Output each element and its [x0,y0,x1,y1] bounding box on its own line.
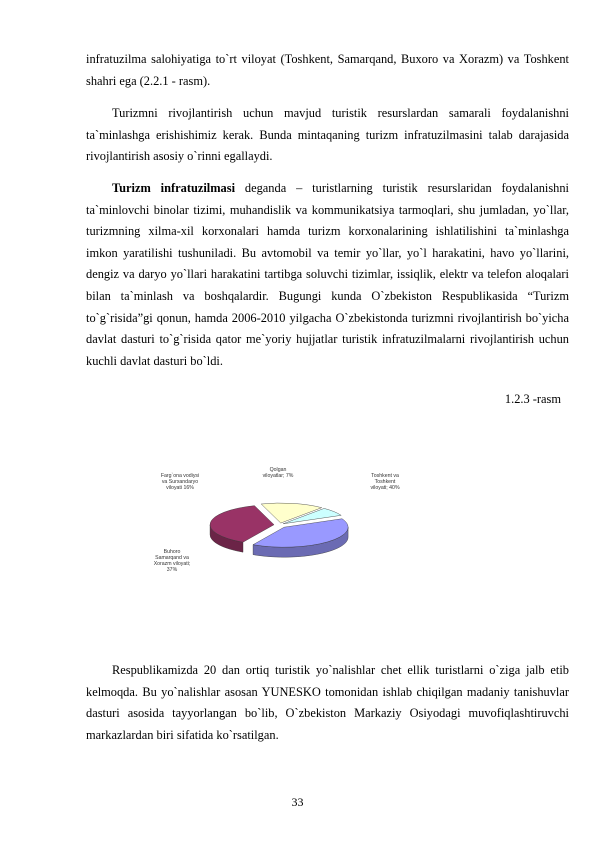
pie-data-label-3: Qolgan viloyatlar; 7% [262,467,294,479]
paragraph-3: Turizm infratuzilmasi deganda – turistlarning turistik resurslaridan foydalanishni ta`minlovchi binolar tizimi, muhandislik va kommunikatsiya tarmoqlari, shu jumladan, yo`llar, turizmning xilma-xil korxonalari hamda turizm korxonalarining ishlatilishini ta`minlashga imkon yaratilishi tushuniladi. Bu avtomobil va temir yo`llar, yo`l harakatini, havo yo`llarini, dengiz va daryo yo`llari harakatini tartibga soluvchi tizimlar, issiqlik, elektr va telefon aloqalari bilan ta`minlash va boshqalardir. Bugungi kunda O`zbekiston Respublikasida “Turizm to`g`risida”gi qonun, hamda 2006-2010 yilgacha O`zbekistonda turizmni rivojlantirish bo`yicha davlat dasturi to`g`risida qator me`yoriy hujjatlar turistik infratuzilmalarni rivojlantirish uchun kuchli davlat dasturi bo`ldi. [86,181,569,368]
page-number: 33 [291,795,304,809]
pie-chart [150,463,410,583]
figure-caption: 1.2.3 -rasm [504,392,561,406]
paragraph-2: Turizmni rivojlantirish uchun mavjud turistik resurslardan samarali foydalanishni ta`minlashga erishishimiz kerak. Bunda mintaqaning turizm infratuzilmasini talab darajasida rivojlantirish asosiy o`rinni egallaydi. [86,106,569,164]
paragraph-1: infratuzilma salohiyatiga to`rt viloyat (Toshkent, Samarqand, Buxoro va Xorazm) va Toshkent shahri ega (2.2.1 - rasm). [86,52,569,88]
bold-term: Turizm infratuzilmasi [112,181,236,195]
pie-data-label-1: Buhoro Samarqand va Xorazm viloyati; 37% [153,549,191,573]
paragraph-4: Respublikamizda 20 dan ortiq turistik yo`nalishlar chet ellik turistlarni o`ziga jalb etib kelmoqda. Bu yo`nalishlar asosan YUNESKO tomonidan ishlab chiqilgan madaniy tanishuvlar dasturi asosida tayyorlangan bo`lib, O`zbekiston Markaziy Osiyodagi muvofiqlashtiruvchi markazlardan biri sifatida ko`rsatilgan. [86,663,569,742]
pie-data-label-2: Farg`ona vodiysi va Surxandaryo viloyati 16% [160,473,200,491]
pie-data-label-0: Toshkent va Toshkent viloyati; 40% [370,473,400,491]
